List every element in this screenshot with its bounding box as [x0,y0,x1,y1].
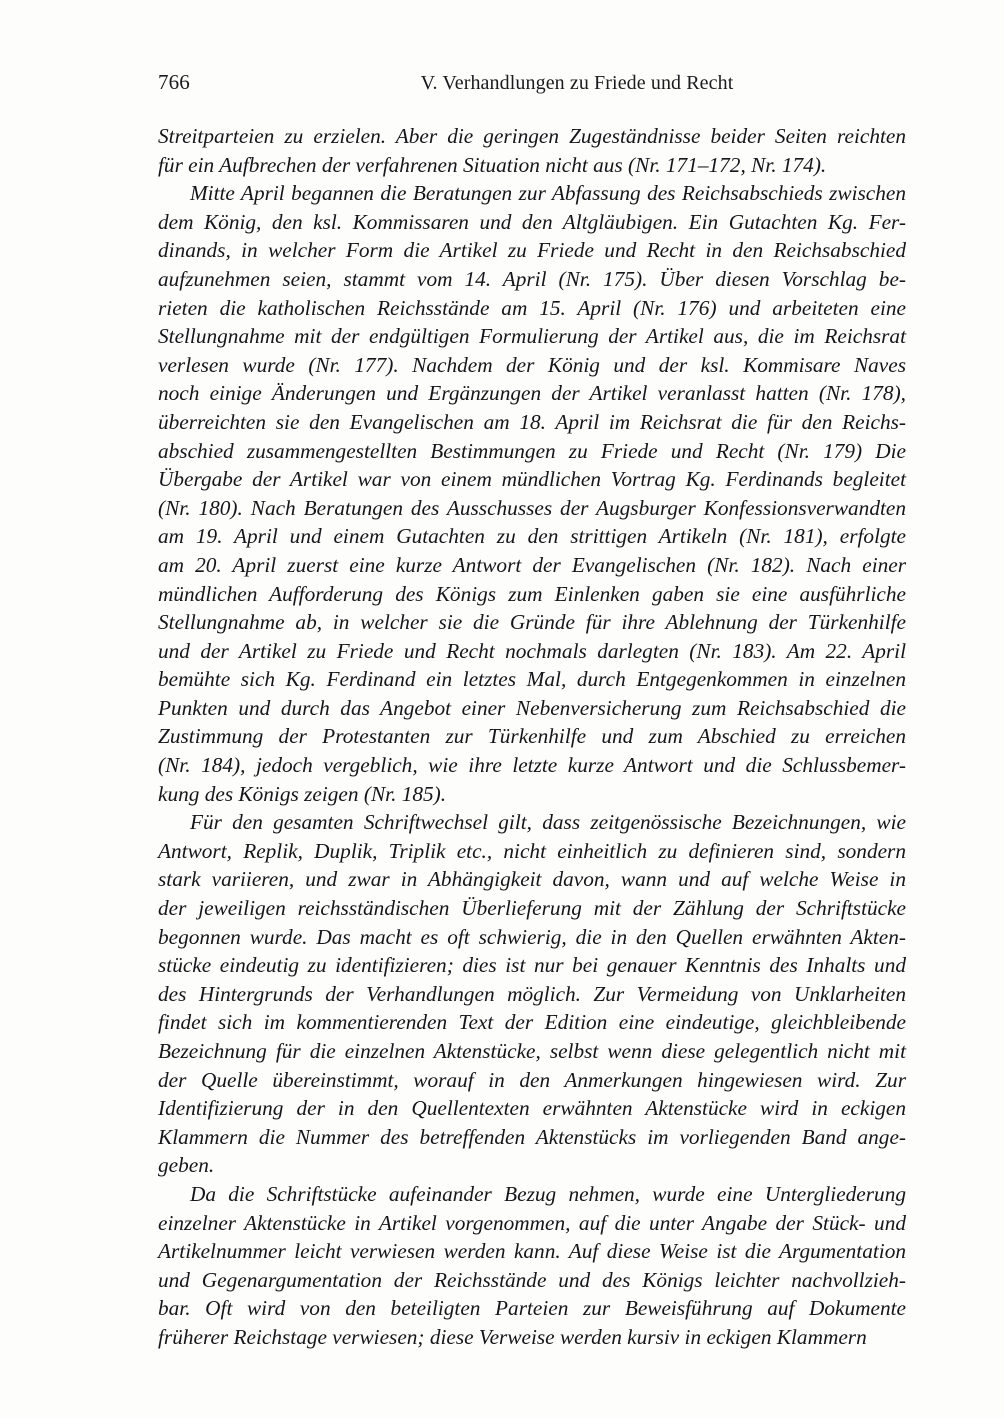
text-line: kung des Königs zeigen (Nr. 185). [158,781,447,806]
text-line: Antwort, Replik, Duplik, Triplik etc., nicht einheitlich zu definieren sind, sondern [158,838,906,863]
text-line: am 19. April und einem Gutachten zu den strittigen Artikeln (Nr. 181), erfolgte [158,524,906,549]
text-line: früherer Reichstage verwiesen; diese Verweise werden kursiv in eckigen Klammern [158,1324,867,1349]
text-line: und Gegenargumentation der Reichsstände und des Königs leichter nachvollzieh- [158,1267,906,1292]
text-line: Stellungnahme mit der endgültigen Formulierung der Artikel aus, die im Reichsrat [158,324,906,349]
text-line: Klammern die Nummer des betreffenden Aktenstücks im vorliegenden Band ange- [158,1124,906,1149]
text-line: dinands, in welcher Form die Artikel zu Friede und Recht in den Reichsabschied [158,238,906,263]
text-line: des Hintergrunds der Verhandlungen möglich. Zur Vermeidung von Unklarheiten [158,981,906,1006]
page-number: 766 [158,70,190,94]
paragraph [158,179,906,808]
text-line: Punkten und durch das Angebot einer Nebenversicherung zum Reichsabschied die [158,695,906,720]
body-text [158,122,906,1352]
text-line: Übergabe der Artikel war von einem mündlichen Vortrag Kg. Ferdinands begleitet [158,467,906,492]
text-line: bemühte sich Kg. Ferdinand ein letztes Mal, durch Entgegenkommen in einzelnen [158,667,906,692]
text-line: am 20. April zuerst eine kurze Antwort der Evangelischen (Nr. 182). Nach einer [158,552,906,577]
text-line: der jeweiligen reichsständischen Überlieferung mit der Zählung der Schriftstücke [158,896,906,921]
text-line: stücke eindeutig zu identifizieren; dies ist nur bei genauer Kenntnis des Inhalts und [158,953,906,978]
text-line: Stellungnahme ab, in welcher sie die Gründe für ihre Ablehnung der Türkenhilfe [158,610,906,635]
text-line: (Nr. 180). Nach Beratungen des Ausschusses der Augsburger Konfessionsverwandten [158,495,906,520]
text-line: Da die Schriftstücke aufeinander Bezug nehmen, wurde eine Untergliederung [189,1181,906,1206]
page-content [158,70,906,1352]
paragraph [158,122,906,179]
text-line: begonnen wurde. Das macht es oft schwierig, die in den Quellen erwähnten Akten- [158,924,906,949]
text-line: dem König, den ksl. Kommissaren und den Altgläubigen. Ein Gutachten Kg. Fer- [158,209,906,234]
text-line: findet sich im kommentierenden Text der Edition eine eindeutige, gleichbleibende [158,1010,906,1035]
text-line: und der Artikel zu Friede und Recht nochmals darlegten (Nr. 183). Am 22. April [158,638,906,663]
text-line: aufzunehmen seien, stammt vom 14. April (Nr. 175). Über diesen Vorschlag be- [158,266,906,291]
text-line: geben. [158,1153,215,1178]
text-line: mündlichen Aufforderung des Königs zum Einlenken gaben sie eine ausführliche [158,581,906,606]
paragraph [158,808,906,1180]
text-line: verlesen wurde (Nr. 177). Nachdem der König und der ksl. Kommisare Naves [158,352,906,377]
text-line: für ein Aufbrechen der verfahrenen Situation nicht aus (Nr. 171–172, Nr. 174). [158,152,827,177]
text-line: Identifizierung der in den Quellentexten erwähnten Aktenstücke wird in eckigen [158,1096,906,1121]
running-head-title: V. Verhandlungen zu Friede und Recht [420,72,734,94]
text-line: Bezeichnung für die einzelnen Aktenstücke, selbst wenn diese gelegentlich nicht mit [158,1039,906,1063]
text-line: stark variieren, und zwar in Abhängigkeit davon, wann und auf welche Weise in [158,867,906,892]
text-line: einzelner Aktenstücke in Artikel vorgenommen, auf die unter Angabe der Stück- und [158,1210,906,1235]
text-line: rieten die katholischen Reichsstände am 15. April (Nr. 176) und arbeiteten eine [158,295,906,320]
text-line: noch einige Änderungen und Ergänzungen der Artikel veranlasst hatten (Nr. 178), [158,381,906,406]
text-line: Streitparteien zu erzielen. Aber die geringen Zugeständnisse beider Seiten reichten [158,124,906,148]
text-line: Mitte April begannen die Beratungen zur Abfassung des Reichsabschieds zwischen [189,181,906,206]
text-line: (Nr. 184), jedoch vergeblich, wie ihre letzte kurze Antwort und die Schlussbemer- [158,753,906,778]
running-head [158,70,906,104]
text-line: Für den gesamten Schriftwechsel gilt, dass zeitgenössische Bezeichnungen, wie [189,810,906,835]
text-line: der Quelle übereinstimmt, worauf in den Anmerkungen hingewiesen wird. Zur [158,1067,906,1092]
text-line: Zustimmung der Protestanten zur Türkenhilfe und zum Abschied zu erreichen [158,724,906,749]
paragraph [158,1180,906,1352]
text-line: überreichten sie den Evangelischen am 18. April im Reichsrat die für den Reichs- [158,409,906,434]
text-line: Artikelnummer leicht verwiesen werden kann. Auf diese Weise ist die Argumentation [158,1239,906,1264]
text-line: bar. Oft wird von den beteiligten Parteien zur Beweisführung auf Dokumente [158,1296,906,1321]
text-line: abschied zusammengestellten Bestimmungen zu Friede und Recht (Nr. 179) Die [158,438,906,463]
